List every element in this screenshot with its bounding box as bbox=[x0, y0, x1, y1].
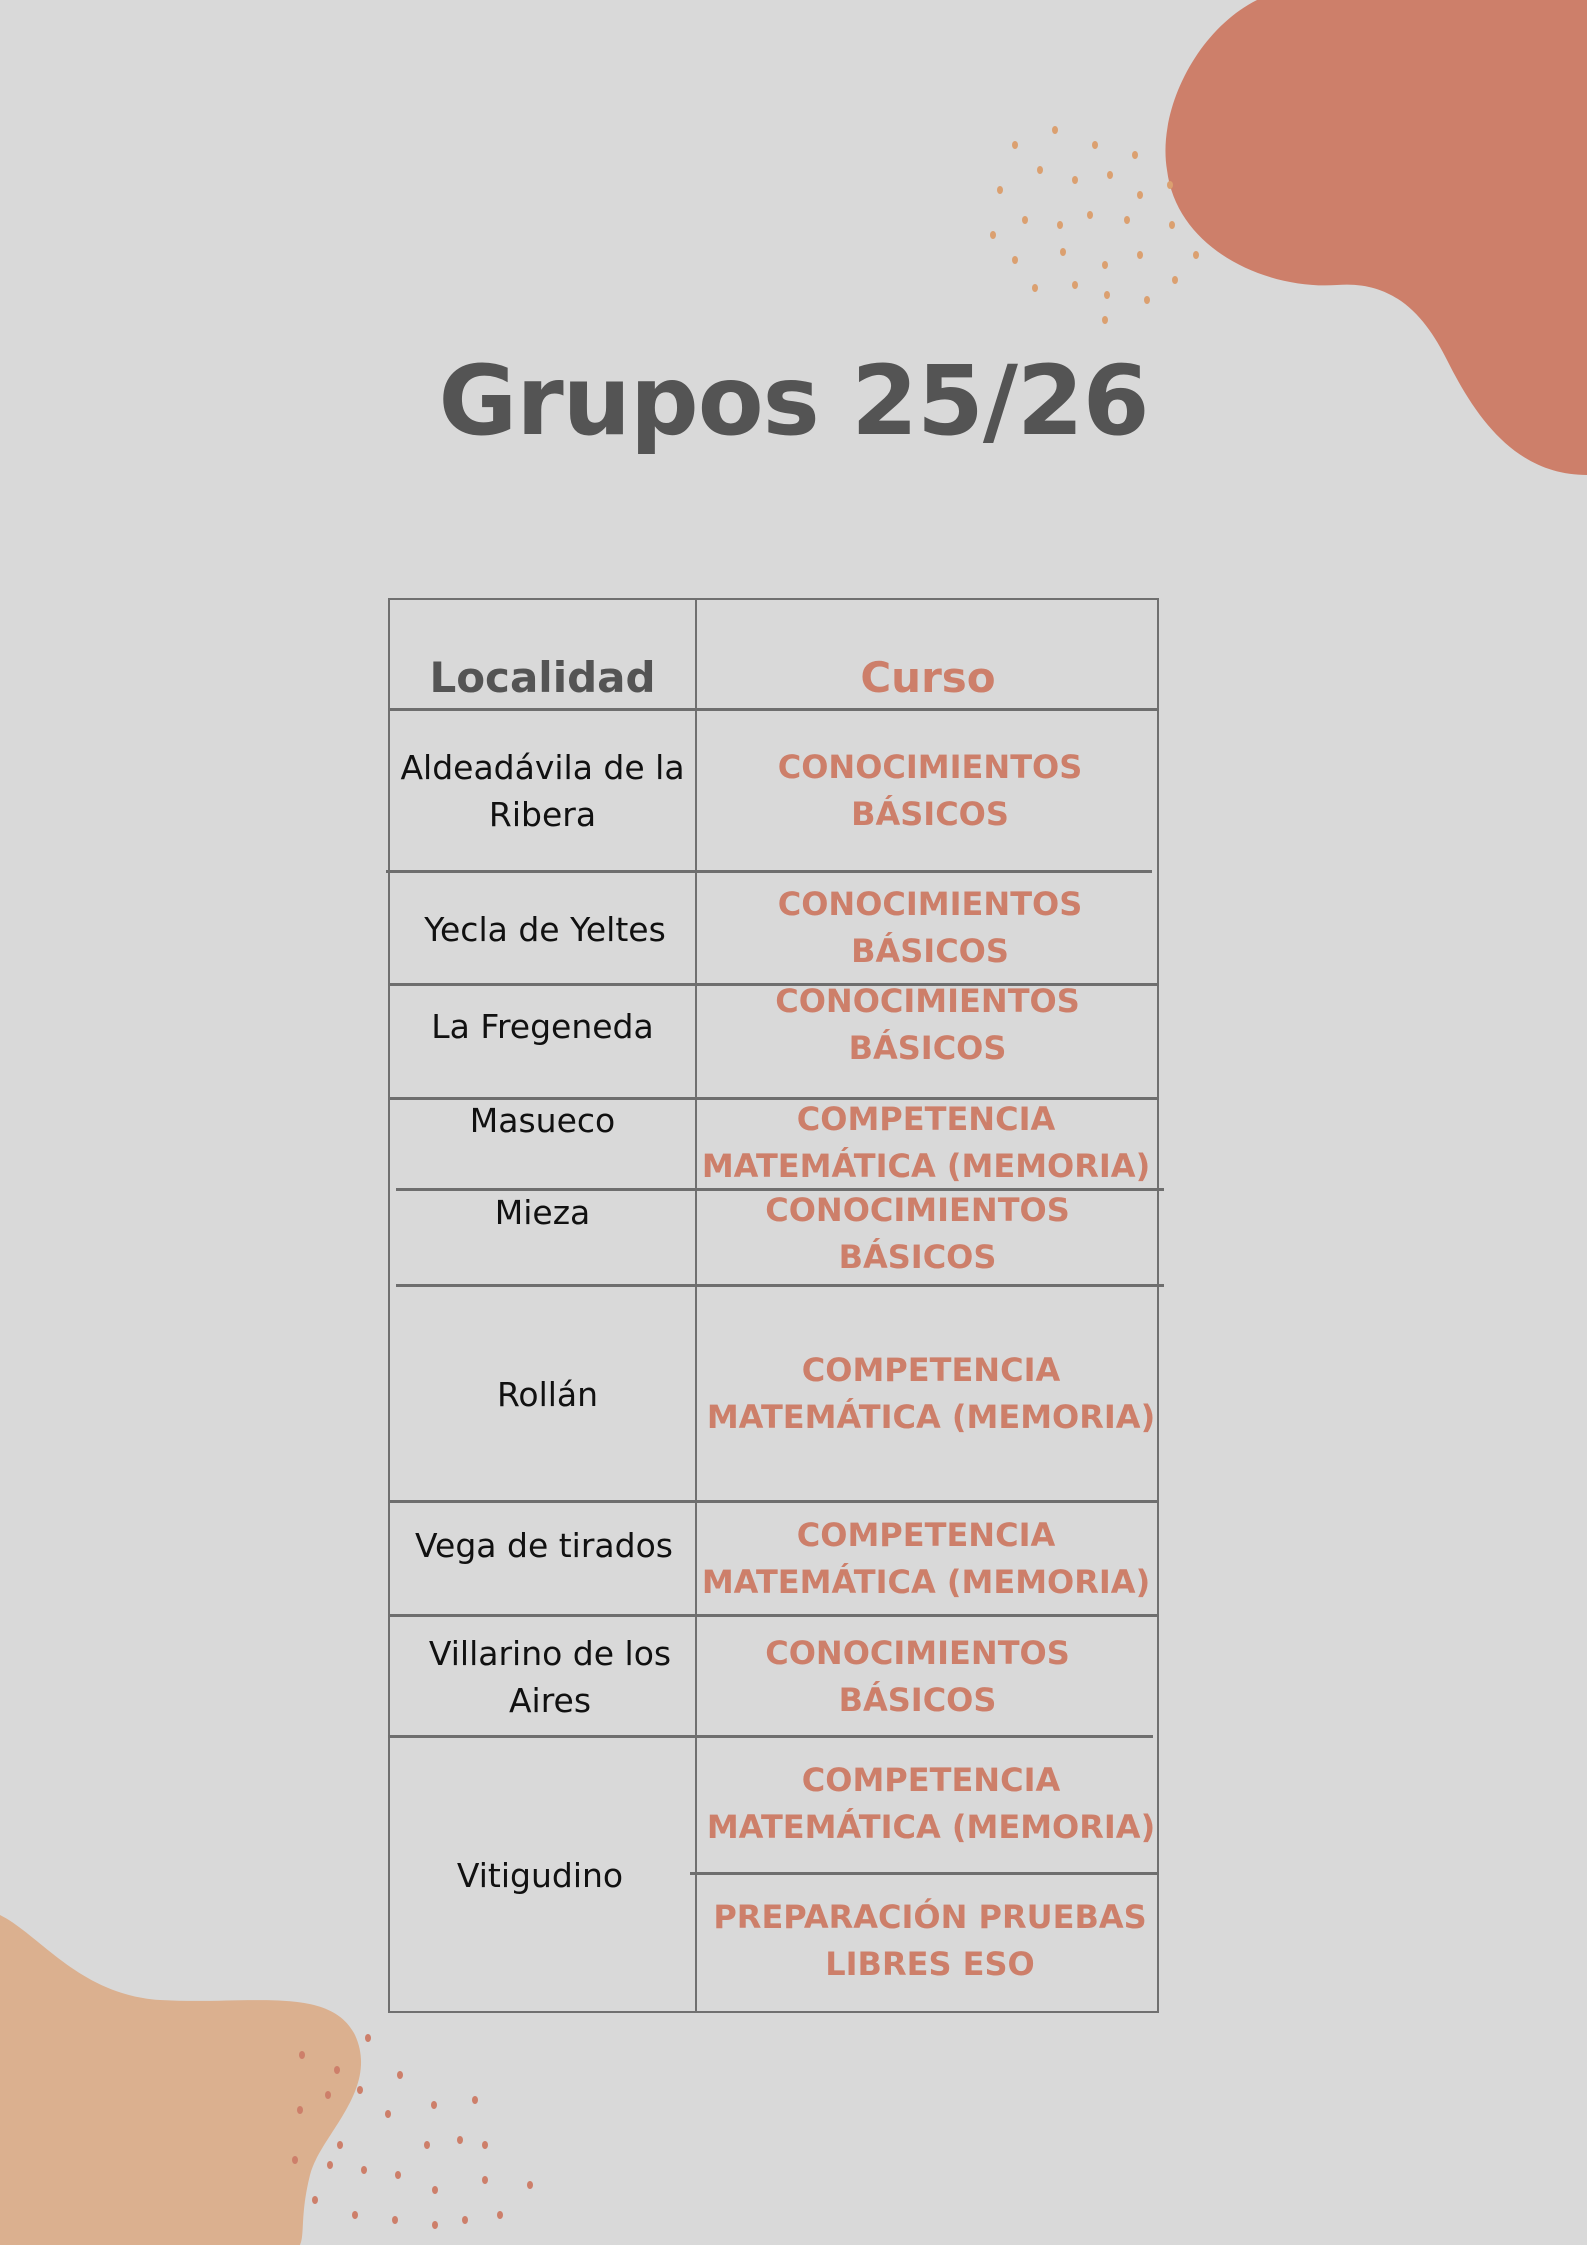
table-row-locality: Mieza bbox=[494, 1193, 591, 1232]
table-row-course: CONOCIMIENTOS BÁSICOS bbox=[777, 748, 1083, 833]
table-row-course: PREPARACIÓN PRUEBAS LIBRES ESO bbox=[713, 1898, 1147, 1983]
header-locality: Localidad bbox=[429, 652, 656, 702]
table-row-locality: Vitigudino bbox=[456, 1855, 624, 1895]
row-divider bbox=[690, 1872, 1159, 1875]
table-row-course: CONOCIMIENTOS BÁSICOS bbox=[765, 1191, 1070, 1276]
dots-decoration-bottom-left bbox=[285, 2025, 545, 2245]
table-row-locality: Villarino de los Aires bbox=[428, 1633, 672, 1720]
table-row-course: COMPETENCIA MATEMÁTICA (MEMORIA) bbox=[701, 1516, 1151, 1601]
table-row-locality: Yecla de Yeltes bbox=[424, 909, 666, 949]
page-title: Grupos 25/26 bbox=[438, 345, 1149, 457]
table-row-locality: La Fregeneda bbox=[431, 1006, 654, 1046]
groups-table bbox=[388, 598, 1159, 2013]
table-row-locality: Vega de tirados bbox=[415, 1526, 673, 1565]
table-row-locality: Masueco bbox=[469, 1101, 616, 1140]
table-row-course: CONOCIMIENTOS BÁSICOS bbox=[765, 1633, 1070, 1719]
row-divider bbox=[388, 1735, 1153, 1738]
table-row-locality: Rollán bbox=[496, 1374, 599, 1414]
dots-decoration-top-right bbox=[985, 120, 1205, 330]
table-row-course: COMPETENCIA MATEMÁTICA (MEMORIA) bbox=[701, 1099, 1151, 1185]
header-course: Curso bbox=[860, 652, 996, 702]
table-row-course: COMPETENCIA MATEMÁTICA (MEMORIA) bbox=[706, 1761, 1156, 1846]
table-row-locality: Aldeadávila de la Ribera bbox=[400, 748, 685, 834]
table-row-course: CONOCIMIENTOS BÁSICOS bbox=[775, 982, 1080, 1067]
table-row-course: CONOCIMIENTOS BÁSICOS bbox=[777, 885, 1083, 970]
row-divider bbox=[396, 1284, 1164, 1287]
table-row-course: COMPETENCIA MATEMÁTICA (MEMORIA) bbox=[706, 1351, 1156, 1436]
